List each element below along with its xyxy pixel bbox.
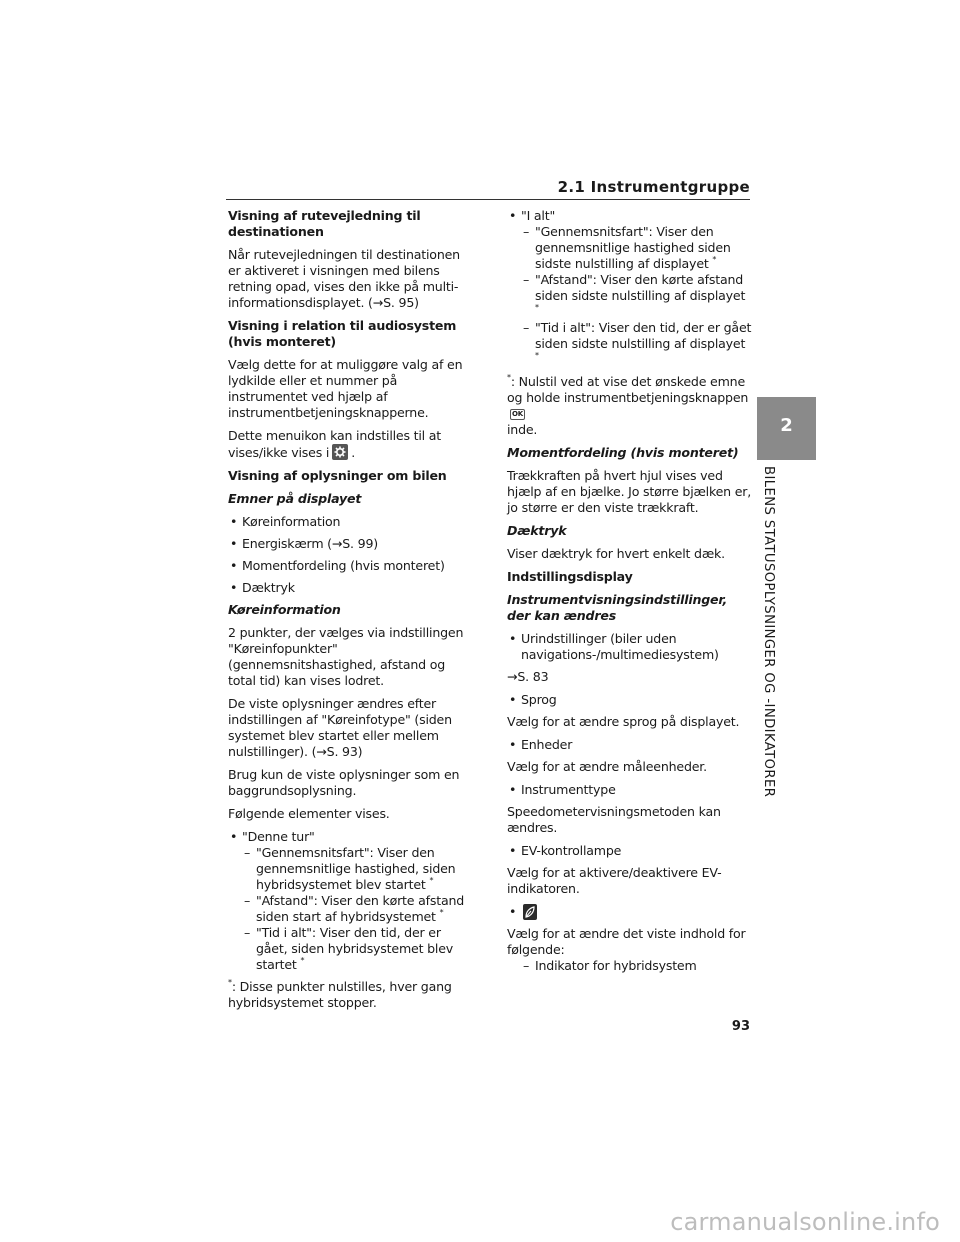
sub-list-item: – "Afstand": Viser den kørte afstand siden sidste nulstilling af displayet * (523, 272, 746, 312)
paragraph: Vælg dette for at muliggøre valg af en lydkilde eller et nummer på instrumentet ved hjælp af instrumentbetjeningsknapperne. (228, 357, 463, 420)
paragraph: Følgende elementer vises. (228, 806, 390, 821)
list-item: • Momentfordeling (hvis monteret) (230, 558, 445, 573)
eco-leaf-icon (523, 904, 537, 920)
ok-button-icon: OK (512, 410, 523, 418)
sub-list-item: – "Tid i alt": Viser den tid, der er gået, siden hybridsystemet blev startet * (244, 925, 454, 972)
subheading-drive-info: Køreinformation (228, 602, 341, 617)
list-item-eco-icon: • (507, 904, 752, 920)
paragraph: Trækkraften på hvert hjul vises ved hjælp af en bjælke. Jo større bjælken er, jo større er den viste trækkraft. (507, 468, 752, 515)
sub-list-item: – "Gennemsnitsfart": Viser den gennemsnitlige hastighed, siden hybridsystemet blev startet * (244, 845, 456, 892)
list-item: • Dæktryk (230, 580, 295, 595)
subheading-instrument-settings: Instrumentvisningsindstillinger, der kan ændres (507, 592, 728, 623)
subheading-tire-pressure: Dæktryk (507, 523, 567, 538)
list-item: • Instrumenttype (509, 782, 616, 797)
paragraph: Vælg for at aktivere/deaktivere EV-indikatoren. (507, 865, 722, 896)
page-number: 93 (731, 1019, 750, 1034)
list-item: • Køreinformation (230, 514, 341, 529)
paragraph: Når rutevejledningen til destinationen er aktiveret i visningen med bilens retning opad, vises den ikke på multi-informationsdisplayet. (→S. 95) (228, 247, 460, 310)
paragraph: Vælg for at ændre måleenheder. (507, 759, 707, 774)
paragraph: Brug kun de viste oplysninger som en baggrundsoplysning. (228, 767, 460, 798)
footnote: *: Disse punkter nulstilles, hver gang hybridsystemet stopper. (228, 978, 452, 1010)
list-item: • Enheder (509, 737, 573, 752)
list-item: • "I alt" (509, 208, 556, 223)
heading-vehicle-info: Visning af oplysninger om bilen (228, 468, 447, 483)
paragraph: Speedometervisningsmetoden kan ændres. (507, 804, 721, 835)
heading-settings-display: Indstillingsdisplay (507, 569, 633, 584)
list-item: • Sprog (509, 692, 557, 707)
heading-audio: Visning i relation til audiosystem (hvis monteret) (228, 318, 457, 349)
list-item: • Urindstillinger (biler uden navigations-/multimediesystem) (509, 631, 719, 662)
watermark: carmanualsonline.info (670, 1208, 940, 1236)
subheading-display-items: Emner på displayet (228, 491, 362, 506)
section-header: 2.1 Instrumentgruppe (557, 178, 750, 196)
right-column (507, 208, 752, 974)
paragraph: De viste oplysninger ændres efter indstillingen af "Køreinfotype" (siden systemet blev startet eller mellem nulstillinger). (→S. 93) (228, 696, 452, 759)
subheading-torque: Momentfordeling (hvis monteret) (507, 445, 739, 460)
sub-list-item: – "Afstand": Viser den kørte afstand siden start af hybridsystemet * (244, 893, 465, 924)
heading-route-guidance: Visning af rutevejledning til destinationen (228, 208, 421, 239)
list-item: • Energiskærm (→S. 99) (230, 536, 378, 551)
chapter-side-label: BILENS STATUSOPLYSNINGER OG -INDIKATORER (761, 466, 776, 798)
list-item: • "Denne tur" (230, 829, 315, 844)
paragraph: Vælg for at ændre sprog på displayet. (507, 714, 740, 729)
header-rule (226, 199, 750, 200)
sub-list-item: – Indikator for hybridsystem (523, 958, 697, 973)
sub-list-item: – "Gennemsnitsfart": Viser den gennemsnitlige hastighed siden sidste nulstilling af displayet * (523, 224, 731, 271)
paragraph: Vælg for at ændre det viste indhold for følgende: (507, 926, 746, 957)
paragraph-menu-icon: Dette menuikon kan indstilles til at vises/ikke vises i . (228, 428, 442, 460)
settings-gear-icon (332, 444, 348, 460)
chapter-tab: 2 (757, 397, 816, 460)
paragraph: 2 punkter, der vælges via indstillingen "Køreinfopunkter" (gennemsnitshastighed, afstand og total tid) kan vises lodret. (228, 625, 464, 688)
left-column (228, 208, 473, 1018)
paragraph: →S. 83 (507, 669, 549, 684)
footnote: *: Nulstil ved at vise det ønskede emne og holde instrumentbetjeningsknappenOK inde. (507, 373, 749, 437)
list-item: • EV-kontrollampe (509, 843, 622, 858)
sub-list-item: – "Tid i alt": Viser den tid, der er gået siden sidste nulstilling af displayet * (523, 320, 752, 360)
paragraph: Viser dæktryk for hvert enkelt dæk. (507, 546, 725, 561)
